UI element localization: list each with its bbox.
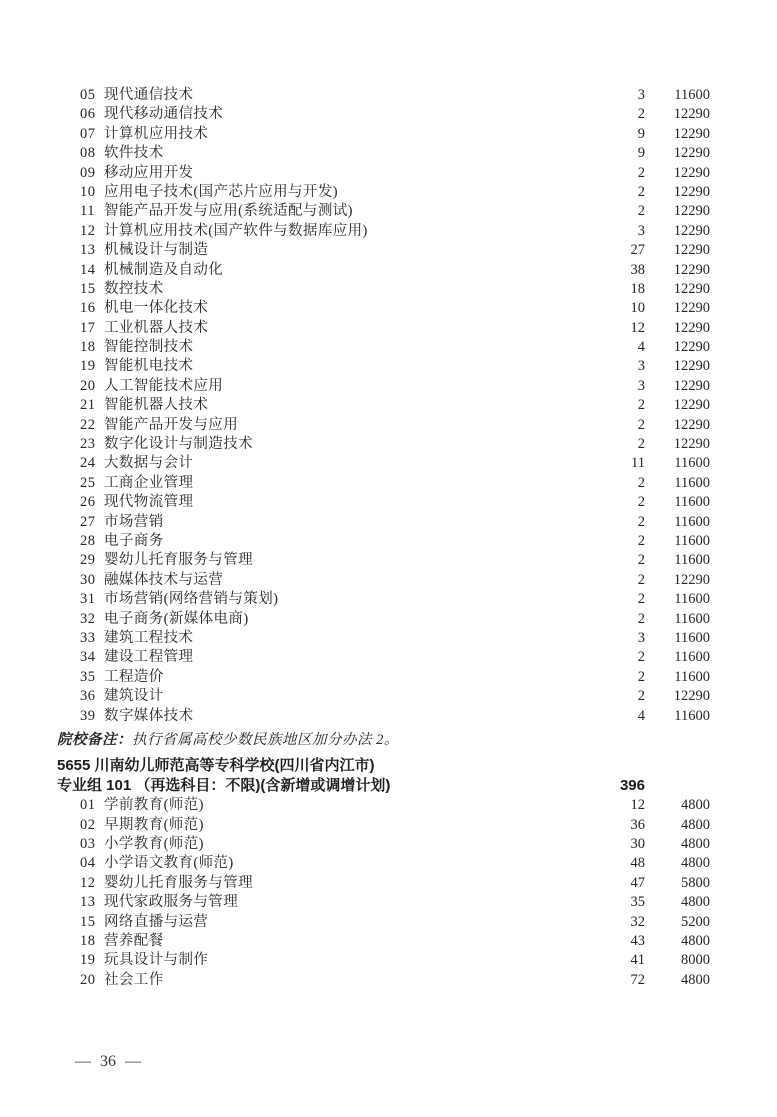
major-seat-count: 3 [637, 222, 645, 239]
major-tuition-fee: 12290 [673, 416, 710, 433]
major-seat-count: 2 [637, 164, 645, 181]
major-tuition-fee: 12290 [673, 300, 710, 317]
school-2-major-list [0, 796, 777, 990]
major-seat-count: 47 [630, 874, 645, 891]
major-code: 10 [80, 183, 96, 200]
major-seat-count: 3 [637, 87, 645, 103]
major-code: 01 [80, 797, 96, 814]
major-name: 应用电子技术(国产芯片应用与开发) [104, 183, 338, 200]
major-tuition-fee: 11600 [674, 513, 710, 530]
major-tuition-fee: 11600 [674, 649, 710, 666]
major-code: 30 [80, 571, 96, 588]
major-name: 早期教育(师范) [104, 816, 204, 833]
major-code: 03 [80, 836, 96, 853]
major-name: 数控技术 [104, 280, 164, 297]
major-seat-count: 2 [637, 610, 645, 627]
major-code: 16 [80, 300, 96, 317]
major-code: 17 [80, 319, 96, 336]
major-tuition-fee: 12290 [673, 319, 710, 336]
major-code: 29 [80, 552, 96, 569]
major-name: 市场营销 [104, 513, 164, 530]
major-tuition-fee: 11600 [674, 532, 710, 549]
major-seat-count: 38 [630, 261, 645, 278]
major-seat-count: 2 [637, 552, 645, 569]
major-seat-count: 10 [630, 300, 645, 317]
major-code: 24 [80, 455, 96, 472]
major-row [0, 125, 777, 144]
major-seat-count: 3 [637, 358, 645, 375]
major-code: 27 [80, 513, 96, 530]
major-seat-count: 9 [637, 125, 645, 142]
major-name: 社会工作 [104, 971, 164, 988]
major-name: 智能产品开发与应用 [104, 416, 239, 433]
school-remark-text: 执行省属高校少数民族地区加分办法 2。 [132, 731, 399, 748]
major-seat-count: 27 [630, 242, 645, 259]
major-tuition-fee: 4800 [681, 797, 710, 814]
major-code: 18 [80, 339, 96, 356]
group-plan-count: 396 [619, 777, 645, 795]
major-row [0, 610, 777, 629]
major-code: 06 [80, 106, 96, 123]
major-row [0, 687, 777, 706]
major-code: 26 [80, 494, 96, 511]
major-seat-count: 2 [637, 183, 645, 200]
major-code: 32 [80, 610, 96, 627]
major-seat-count: 2 [637, 106, 645, 123]
major-code: 19 [80, 358, 96, 375]
major-row [0, 532, 777, 551]
major-code: 31 [80, 591, 96, 608]
major-row [0, 357, 777, 376]
major-name: 市场营销(网络营销与策划) [104, 591, 279, 608]
major-name: 学前教育(师范) [104, 797, 204, 814]
major-seat-count: 18 [630, 280, 645, 297]
group-title: 专业组 101 （再选科目：不限)(含新增或调增计划) [57, 777, 391, 795]
major-name: 建筑工程技术 [104, 629, 194, 646]
major-tuition-fee: 11600 [674, 629, 710, 646]
major-name: 机电一体化技术 [104, 300, 209, 317]
major-row [0, 222, 777, 241]
major-name: 软件技术 [104, 145, 164, 162]
major-seat-count: 43 [630, 933, 645, 950]
major-tuition-fee: 5800 [681, 874, 710, 891]
major-name: 电子商务 [104, 532, 164, 549]
major-code: 07 [80, 125, 96, 142]
major-tuition-fee: 12290 [673, 377, 710, 394]
major-seat-count: 2 [637, 436, 645, 453]
major-row [0, 105, 777, 124]
major-tuition-fee: 11600 [674, 668, 710, 685]
major-name: 数字媒体技术 [104, 707, 194, 724]
major-code: 36 [80, 688, 96, 705]
major-row [0, 932, 777, 951]
major-seat-count: 12 [630, 797, 645, 814]
major-tuition-fee: 4800 [681, 933, 710, 950]
major-code: 15 [80, 280, 96, 297]
major-name: 现代通信技术 [104, 87, 194, 103]
major-code: 05 [80, 87, 96, 103]
major-code: 13 [80, 894, 96, 911]
major-row [0, 513, 777, 532]
major-name: 婴幼儿托育服务与管理 [104, 552, 253, 569]
major-row [0, 835, 777, 854]
major-code: 28 [80, 532, 96, 549]
major-tuition-fee: 12290 [673, 125, 710, 142]
major-seat-count: 3 [637, 377, 645, 394]
major-row [0, 668, 777, 687]
major-row [0, 377, 777, 396]
footer-dash-left: — [75, 1053, 91, 1070]
major-seat-count: 2 [637, 513, 645, 530]
major-row [0, 474, 777, 493]
major-row [0, 648, 777, 667]
major-tuition-fee: 12290 [673, 436, 710, 453]
major-row [0, 874, 777, 893]
major-name: 工业机器人技术 [104, 319, 209, 336]
major-tuition-fee: 12290 [673, 145, 710, 162]
major-name: 融媒体技术与运营 [104, 571, 224, 588]
major-seat-count: 2 [637, 649, 645, 666]
major-seat-count: 2 [637, 532, 645, 549]
major-name: 建设工程管理 [104, 649, 194, 666]
major-code: 08 [80, 145, 96, 162]
major-seat-count: 12 [630, 319, 645, 336]
major-code: 19 [80, 952, 96, 969]
major-seat-count: 2 [637, 203, 645, 220]
major-name: 计算机应用技术 [104, 125, 209, 142]
page-footer [75, 1053, 141, 1071]
major-name: 玩具设计与制作 [104, 952, 209, 969]
major-code: 12 [80, 222, 96, 239]
major-row [0, 571, 777, 590]
major-code: 13 [80, 242, 96, 259]
major-name: 工商企业管理 [104, 474, 194, 491]
major-seat-count: 2 [637, 416, 645, 433]
major-seat-count: 72 [630, 971, 645, 988]
major-tuition-fee: 12290 [673, 183, 710, 200]
major-row [0, 435, 777, 454]
major-code: 20 [80, 971, 96, 988]
major-name: 智能产品开发与应用(系统适配与测试) [104, 203, 353, 220]
school-remark-label: 院校备注： [57, 731, 132, 748]
major-name: 建筑设计 [104, 688, 164, 705]
major-row [0, 590, 777, 609]
major-tuition-fee: 12290 [673, 571, 710, 588]
major-code: 20 [80, 377, 96, 394]
major-tuition-fee: 4800 [681, 836, 710, 853]
major-tuition-fee: 11600 [674, 87, 710, 103]
major-name: 数字化设计与制造技术 [104, 436, 253, 453]
major-tuition-fee: 11600 [674, 552, 710, 569]
major-seat-count: 4 [637, 707, 645, 724]
major-row [0, 144, 777, 163]
major-seat-count: 2 [637, 571, 645, 588]
major-tuition-fee: 12290 [673, 222, 710, 239]
major-code: 39 [80, 707, 96, 724]
major-code: 04 [80, 855, 96, 872]
major-row [0, 416, 777, 435]
major-name: 网络直播与运营 [104, 913, 209, 930]
major-row [0, 183, 777, 202]
major-name: 移动应用开发 [104, 164, 194, 181]
major-tuition-fee: 11600 [674, 610, 710, 627]
major-tuition-fee: 11600 [674, 591, 710, 608]
major-tuition-fee: 11600 [674, 474, 710, 491]
major-tuition-fee: 4800 [681, 894, 710, 911]
major-row [0, 396, 777, 415]
major-seat-count: 9 [637, 145, 645, 162]
major-row [0, 913, 777, 932]
major-seat-count: 2 [637, 494, 645, 511]
major-name: 现代物流管理 [104, 494, 194, 511]
major-seat-count: 2 [637, 397, 645, 414]
major-row [0, 454, 777, 473]
major-seat-count: 2 [637, 474, 645, 491]
major-row [0, 241, 777, 260]
major-tuition-fee: 8000 [681, 952, 710, 969]
major-code: 18 [80, 933, 96, 950]
major-seat-count: 30 [630, 836, 645, 853]
major-tuition-fee: 12290 [673, 339, 710, 356]
major-code: 23 [80, 436, 96, 453]
major-name: 婴幼儿托育服务与管理 [104, 874, 253, 891]
major-code: 11 [80, 203, 95, 220]
major-name: 工程造价 [104, 668, 164, 685]
school-2-title: 5655 川南幼儿师范高等专科学校(四川省内江市) [57, 757, 375, 775]
major-name: 现代移动通信技术 [104, 106, 224, 123]
major-seat-count: 2 [637, 688, 645, 705]
major-code: 15 [80, 913, 96, 930]
major-row [0, 854, 777, 873]
major-name: 人工智能技术应用 [104, 377, 224, 394]
major-name: 现代家政服务与管理 [104, 894, 239, 911]
major-tuition-fee: 12290 [673, 164, 710, 181]
major-row [0, 629, 777, 648]
major-seat-count: 35 [630, 894, 645, 911]
major-row [0, 971, 777, 990]
major-seat-count: 48 [630, 855, 645, 872]
major-seat-count: 36 [630, 816, 645, 833]
major-tuition-fee: 12290 [673, 688, 710, 705]
major-code: 22 [80, 416, 96, 433]
major-row [0, 707, 777, 726]
major-row [0, 261, 777, 280]
school-remark-row [0, 731, 777, 750]
major-tuition-fee: 4800 [681, 971, 710, 988]
major-row [0, 299, 777, 318]
major-row [0, 551, 777, 570]
major-code: 12 [80, 874, 96, 891]
major-row [0, 280, 777, 299]
major-name: 电子商务(新媒体电商) [104, 610, 249, 627]
major-row [0, 796, 777, 815]
major-seat-count: 2 [637, 591, 645, 608]
major-row [0, 319, 777, 338]
major-code: 02 [80, 816, 96, 833]
major-name: 智能机器人技术 [104, 397, 209, 414]
major-seat-count: 2 [637, 668, 645, 685]
major-row [0, 893, 777, 912]
major-row [0, 86, 777, 105]
major-name: 计算机应用技术(国产软件与数据库应用) [104, 222, 368, 239]
major-code: 34 [80, 649, 96, 666]
major-tuition-fee: 12290 [673, 280, 710, 297]
major-tuition-fee: 12290 [673, 261, 710, 278]
major-name: 营养配餐 [104, 933, 164, 950]
major-code: 14 [80, 261, 96, 278]
school-2-group-row [0, 776, 777, 796]
major-row [0, 202, 777, 221]
major-tuition-fee: 12290 [673, 203, 710, 220]
major-name: 小学语文教育(师范) [104, 855, 234, 872]
major-code: 09 [80, 164, 96, 181]
major-code: 25 [80, 474, 96, 491]
major-code: 33 [80, 629, 96, 646]
major-name: 智能机电技术 [104, 358, 194, 375]
major-row [0, 164, 777, 183]
major-seat-count: 41 [630, 952, 645, 969]
footer-dash-right: — [125, 1053, 141, 1070]
major-row [0, 951, 777, 970]
major-code: 35 [80, 668, 96, 685]
major-tuition-fee: 12290 [673, 358, 710, 375]
major-seat-count: 3 [637, 629, 645, 646]
major-row [0, 493, 777, 512]
major-code: 21 [80, 397, 96, 414]
major-tuition-fee: 11600 [674, 707, 710, 724]
major-name: 机械设计与制造 [104, 242, 209, 259]
major-seat-count: 11 [631, 455, 645, 472]
major-row [0, 816, 777, 835]
major-name: 智能控制技术 [104, 339, 194, 356]
major-tuition-fee: 12290 [673, 106, 710, 123]
major-tuition-fee: 5200 [681, 913, 710, 930]
major-tuition-fee: 12290 [673, 397, 710, 414]
page-number: 36 [100, 1053, 116, 1070]
major-seat-count: 4 [637, 339, 645, 356]
major-seat-count: 32 [630, 913, 645, 930]
major-tuition-fee: 11600 [674, 494, 710, 511]
major-row [0, 338, 777, 357]
major-name: 机械制造及自动化 [104, 261, 224, 278]
major-tuition-fee: 4800 [681, 855, 710, 872]
major-tuition-fee: 4800 [681, 816, 710, 833]
school-1-major-list [0, 86, 777, 726]
major-name: 大数据与会计 [104, 455, 194, 472]
major-tuition-fee: 12290 [673, 242, 710, 259]
major-tuition-fee: 11600 [674, 455, 710, 472]
major-name: 小学教育(师范) [104, 836, 204, 853]
